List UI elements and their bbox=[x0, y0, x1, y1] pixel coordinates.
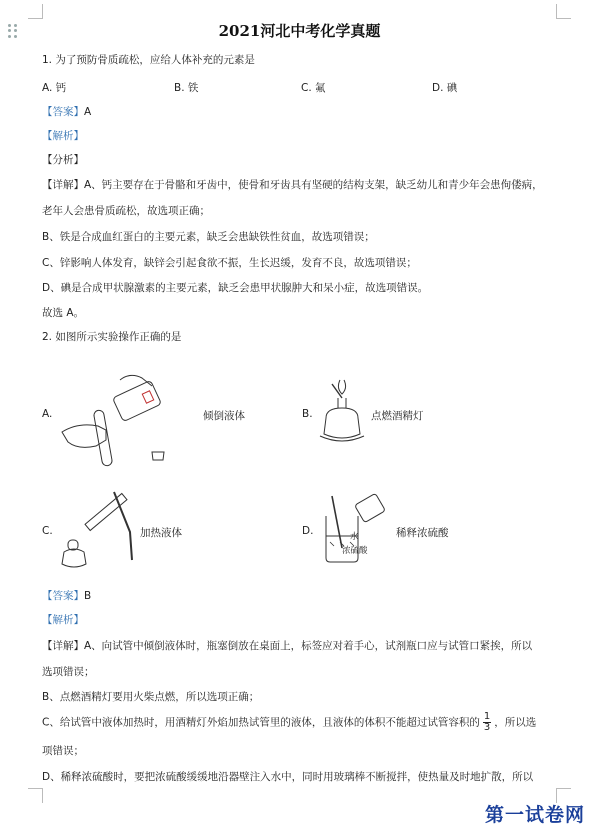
heating-liquid-figure bbox=[58, 490, 138, 570]
answer-tag: 【答案】 bbox=[42, 590, 84, 602]
crop-mark bbox=[556, 4, 571, 19]
crop-mark bbox=[28, 4, 43, 19]
q2-stem: 2. 如图所示实验操作正确的是 bbox=[42, 331, 182, 343]
q1-detail-line bbox=[42, 178, 543, 192]
analysis-tag: 【解析】 bbox=[42, 130, 84, 142]
detail-tag: 【详解】 bbox=[42, 179, 84, 191]
q1-detail-line: D、碘是合成甲状腺激素的主要元素，缺乏会患甲状腺肿大和呆小症，故选项错误。 bbox=[42, 282, 429, 294]
q2-detail-line: B、点燃酒精灯要用火柴点燃，所以选项正确； bbox=[42, 691, 260, 703]
q1-stem: 1. 为了预防骨质疏松，应给人体补充的元素是 bbox=[42, 54, 255, 66]
detail-text: A、向试管中倾倒液体时，瓶塞倒放在桌面上，标签应对着手心，试剂瓶口应与试管口紧挨，所以 bbox=[84, 640, 533, 652]
q2-option-c-caption: 加热液体 bbox=[140, 527, 182, 539]
pouring-liquid-figure bbox=[58, 370, 178, 470]
answer-value: B bbox=[84, 590, 92, 602]
q1-option-c: C. 氟 bbox=[301, 82, 326, 94]
water-label: 水 bbox=[350, 532, 359, 542]
q2-option-b-caption: 点燃酒精灯 bbox=[371, 410, 424, 422]
watermark-logo: 第一试卷网 bbox=[484, 804, 585, 826]
q1-conclusion: 故选 A。 bbox=[42, 307, 85, 319]
q1-answer bbox=[42, 105, 91, 119]
alcohol-lamp-figure bbox=[318, 378, 368, 458]
q1-option-b: B. 铁 bbox=[174, 82, 199, 94]
q1-detail-line: B、铁是合成血红蛋白的主要元素，缺乏会患缺铁性贫血，故选项错误； bbox=[42, 231, 375, 243]
q2-option-c-letter: C. bbox=[42, 525, 53, 537]
acid-label: 浓硫酸 bbox=[342, 546, 368, 556]
q1-option-d: D. 碘 bbox=[432, 82, 458, 94]
q2-answer bbox=[42, 589, 91, 603]
fraction-numerator: 1 bbox=[483, 711, 491, 722]
fraction-denominator: 3 bbox=[483, 722, 491, 733]
q2-option-d-letter: D. bbox=[302, 525, 314, 537]
detail-text: C、给试管中液体加热时，用酒精灯外焰加热试管里的液体，且液体的体积不能超过试管容积的 bbox=[42, 716, 480, 729]
answer-tag: 【答案】 bbox=[42, 106, 84, 118]
crop-mark bbox=[28, 788, 43, 803]
q2-option-d-caption: 稀释浓硫酸 bbox=[396, 527, 449, 539]
q2-option-b-letter: B. bbox=[302, 408, 313, 420]
answer-value: A bbox=[84, 106, 92, 118]
q2-option-a-caption: 倾倒液体 bbox=[203, 410, 245, 422]
q2-detail-line-c bbox=[42, 712, 536, 733]
fraction bbox=[483, 712, 491, 733]
fenxi-tag: 【分析】 bbox=[42, 154, 84, 166]
q2-detail-line bbox=[42, 639, 532, 653]
q2-detail-line: D、稀释浓硫酸时，要把浓硫酸缓缓地沿器壁注入水中，同时用玻璃棒不断搅拌，使热量及时地扩散，所以 bbox=[42, 771, 534, 783]
page-title: 2021河北中考化学真题 bbox=[218, 22, 381, 40]
q1-detail-line: C、锌影响人体发育，缺锌会引起食欲不振，生长迟缓，发育不良，故选项错误； bbox=[42, 257, 417, 269]
detail-text: A、钙主要存在于骨骼和牙齿中，使骨和牙齿具有坚硬的结构支架，缺乏幼儿和青少年会患佝偻病， bbox=[84, 179, 543, 191]
q2-option-a-letter: A. bbox=[42, 408, 53, 420]
q1-detail-line: 老年人会患骨质疏松，故选项正确； bbox=[42, 205, 210, 217]
q2-detail-line: 选项错误； bbox=[42, 666, 95, 678]
q1-option-a: A. 钙 bbox=[42, 82, 67, 94]
analysis-tag: 【解析】 bbox=[42, 614, 84, 626]
detail-tag: 【详解】 bbox=[42, 640, 84, 652]
detail-text: ，所以选 bbox=[494, 716, 537, 729]
q2-detail-line: 项错误； bbox=[42, 745, 84, 757]
